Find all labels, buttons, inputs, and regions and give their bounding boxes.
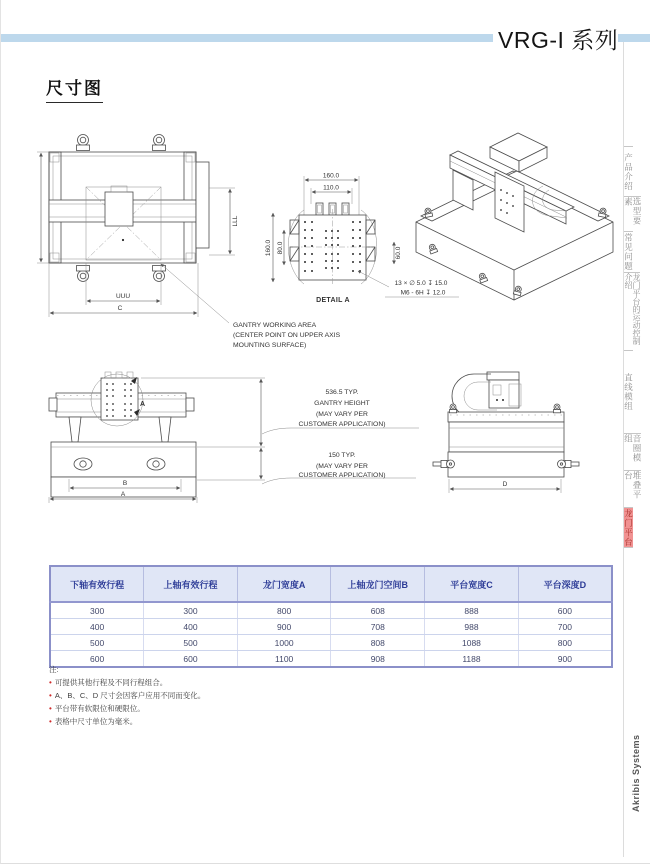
table-header: 平台深度D bbox=[518, 566, 612, 602]
table-header: 上轴有效行程 bbox=[144, 566, 238, 602]
dim-label-b: B bbox=[122, 480, 128, 487]
svg-text:160.0: 160.0 bbox=[322, 172, 340, 180]
detail-marker-label: A bbox=[140, 401, 146, 408]
svg-text:160.0: 160.0 bbox=[265, 239, 272, 257]
svg-text:GANTRY HEIGHT: GANTRY HEIGHT bbox=[314, 400, 370, 407]
table-header: 上轴龙门空间B bbox=[331, 566, 425, 602]
note-item: • 表格中尺寸单位为毫米。 bbox=[49, 717, 138, 726]
svg-text:CUSTOMER APPLICATION): CUSTOMER APPLICATION) bbox=[298, 472, 386, 479]
table-cell: 800 bbox=[518, 635, 612, 651]
table-cell: 400 bbox=[50, 619, 144, 635]
detail-a-label: DETAIL A bbox=[316, 297, 350, 304]
sidebar-tab-stacked-stage: 堆叠平台 bbox=[624, 470, 641, 507]
table-cell: 808 bbox=[331, 635, 425, 651]
dim-label-uuu: UUU bbox=[115, 293, 131, 300]
table-cell: 600 bbox=[518, 602, 612, 619]
top-view-drawing bbox=[37, 135, 239, 324]
dim-label-lll: LLL bbox=[232, 215, 239, 227]
svg-text:60.0: 60.0 bbox=[395, 246, 402, 260]
spec-table bbox=[49, 565, 613, 668]
table-header: 下轴有效行程 bbox=[50, 566, 144, 602]
sidebar-tab-linear-module: 直线模组 bbox=[624, 350, 633, 433]
table-cell: 900 bbox=[237, 619, 331, 635]
note-item: • A、B、C、D 尺寸会因客户应用不同而变化。 bbox=[49, 691, 206, 700]
sidebar-tab-voice-coil-module: 音圈模组 bbox=[624, 433, 641, 470]
svg-text:GANTRY WORKING AREA: GANTRY WORKING AREA bbox=[233, 322, 317, 329]
table-cell: 608 bbox=[331, 602, 425, 619]
notes-block bbox=[49, 663, 205, 728]
bullet-icon: • bbox=[49, 717, 52, 726]
front-view-drawing bbox=[49, 372, 419, 503]
svg-text:(MAY VARY PER: (MAY VARY PER bbox=[316, 463, 368, 470]
sidebar-tab-selection: 选型要素 bbox=[624, 196, 641, 231]
dim-label-a: A bbox=[120, 491, 126, 498]
table-cell: 600 bbox=[144, 651, 238, 668]
svg-text:M6 - 6H ↧ 12.0: M6 - 6H ↧ 12.0 bbox=[400, 289, 446, 297]
sidebar-tab-gantry-stage: 龙门平台 bbox=[623, 508, 634, 547]
table-cell: 908 bbox=[331, 651, 425, 668]
svg-text:(CENTER POINT ON UPPER AXIS: (CENTER POINT ON UPPER AXIS bbox=[233, 332, 341, 339]
dim-label-d: D bbox=[502, 481, 508, 488]
sidebar-tab-index bbox=[624, 146, 650, 548]
svg-text:CUSTOMER APPLICATION): CUSTOMER APPLICATION) bbox=[298, 421, 386, 428]
table-cell: 708 bbox=[331, 619, 425, 635]
table-header-row bbox=[50, 566, 612, 602]
table-cell: 888 bbox=[425, 602, 519, 619]
dimension-drawings bbox=[1, 0, 650, 560]
section-title: 尺寸图 bbox=[46, 74, 103, 103]
table-cell: 300 bbox=[144, 602, 238, 619]
table-cell: 1100 bbox=[237, 651, 331, 668]
hole-callout: 13 × ∅ 5.0 ↧ 15.0 bbox=[394, 280, 448, 287]
table-cell: 700 bbox=[518, 619, 612, 635]
table-row bbox=[50, 619, 612, 635]
table-cell: 1188 bbox=[425, 651, 519, 668]
note-item: • 可提供其他行程及不同行程组合。 bbox=[49, 678, 168, 687]
table-cell: 1000 bbox=[237, 635, 331, 651]
side-view-drawing bbox=[433, 372, 579, 493]
table-header: 龙门宽度A bbox=[237, 566, 331, 602]
note-item: • 平台带有软限位和硬限位。 bbox=[49, 704, 145, 713]
table-cell: 300 bbox=[50, 602, 144, 619]
svg-text:110.0: 110.0 bbox=[323, 184, 339, 192]
table-cell: 600 bbox=[50, 651, 144, 668]
notes-title: 注: bbox=[49, 665, 59, 674]
bullet-icon: • bbox=[49, 704, 52, 713]
bullet-icon: • bbox=[49, 678, 52, 687]
dim-label-c: C bbox=[117, 305, 123, 312]
isometric-view-drawing bbox=[416, 133, 613, 300]
svg-text:(MAY VARY PER: (MAY VARY PER bbox=[316, 411, 368, 418]
table-header: 平台宽度C bbox=[425, 566, 519, 602]
table-cell: 988 bbox=[425, 619, 519, 635]
svg-text:MOUNTING SURFACE): MOUNTING SURFACE) bbox=[233, 342, 307, 349]
table-cell: 800 bbox=[237, 602, 331, 619]
svg-text:536.5 TYP.: 536.5 TYP. bbox=[325, 389, 359, 396]
table-row bbox=[50, 635, 612, 651]
sidebar-tab-product-intro: 产品介绍 bbox=[624, 146, 633, 196]
working-area-annotation bbox=[233, 322, 341, 349]
table-cell: 500 bbox=[144, 635, 238, 651]
table-cell: 1088 bbox=[425, 635, 519, 651]
brand-vertical-text: Akribis Systems bbox=[631, 734, 641, 812]
gantry-height-annotation bbox=[299, 389, 386, 428]
table-cell: 900 bbox=[518, 651, 612, 668]
table-cell: 500 bbox=[50, 635, 144, 651]
sidebar-tab-faq: 常见问题 bbox=[623, 233, 634, 271]
sidebar-tab-motion-control: 龙门平台的运动控制介绍 bbox=[624, 272, 640, 350]
bullet-icon: • bbox=[49, 691, 52, 700]
table-row bbox=[50, 602, 612, 619]
svg-text:150 TYP.: 150 TYP. bbox=[328, 452, 356, 459]
page-title: VRG-I 系列 bbox=[498, 27, 619, 53]
table-cell: 400 bbox=[144, 619, 238, 635]
svg-text:80.0: 80.0 bbox=[277, 241, 284, 255]
base-height-annotation bbox=[299, 452, 386, 479]
